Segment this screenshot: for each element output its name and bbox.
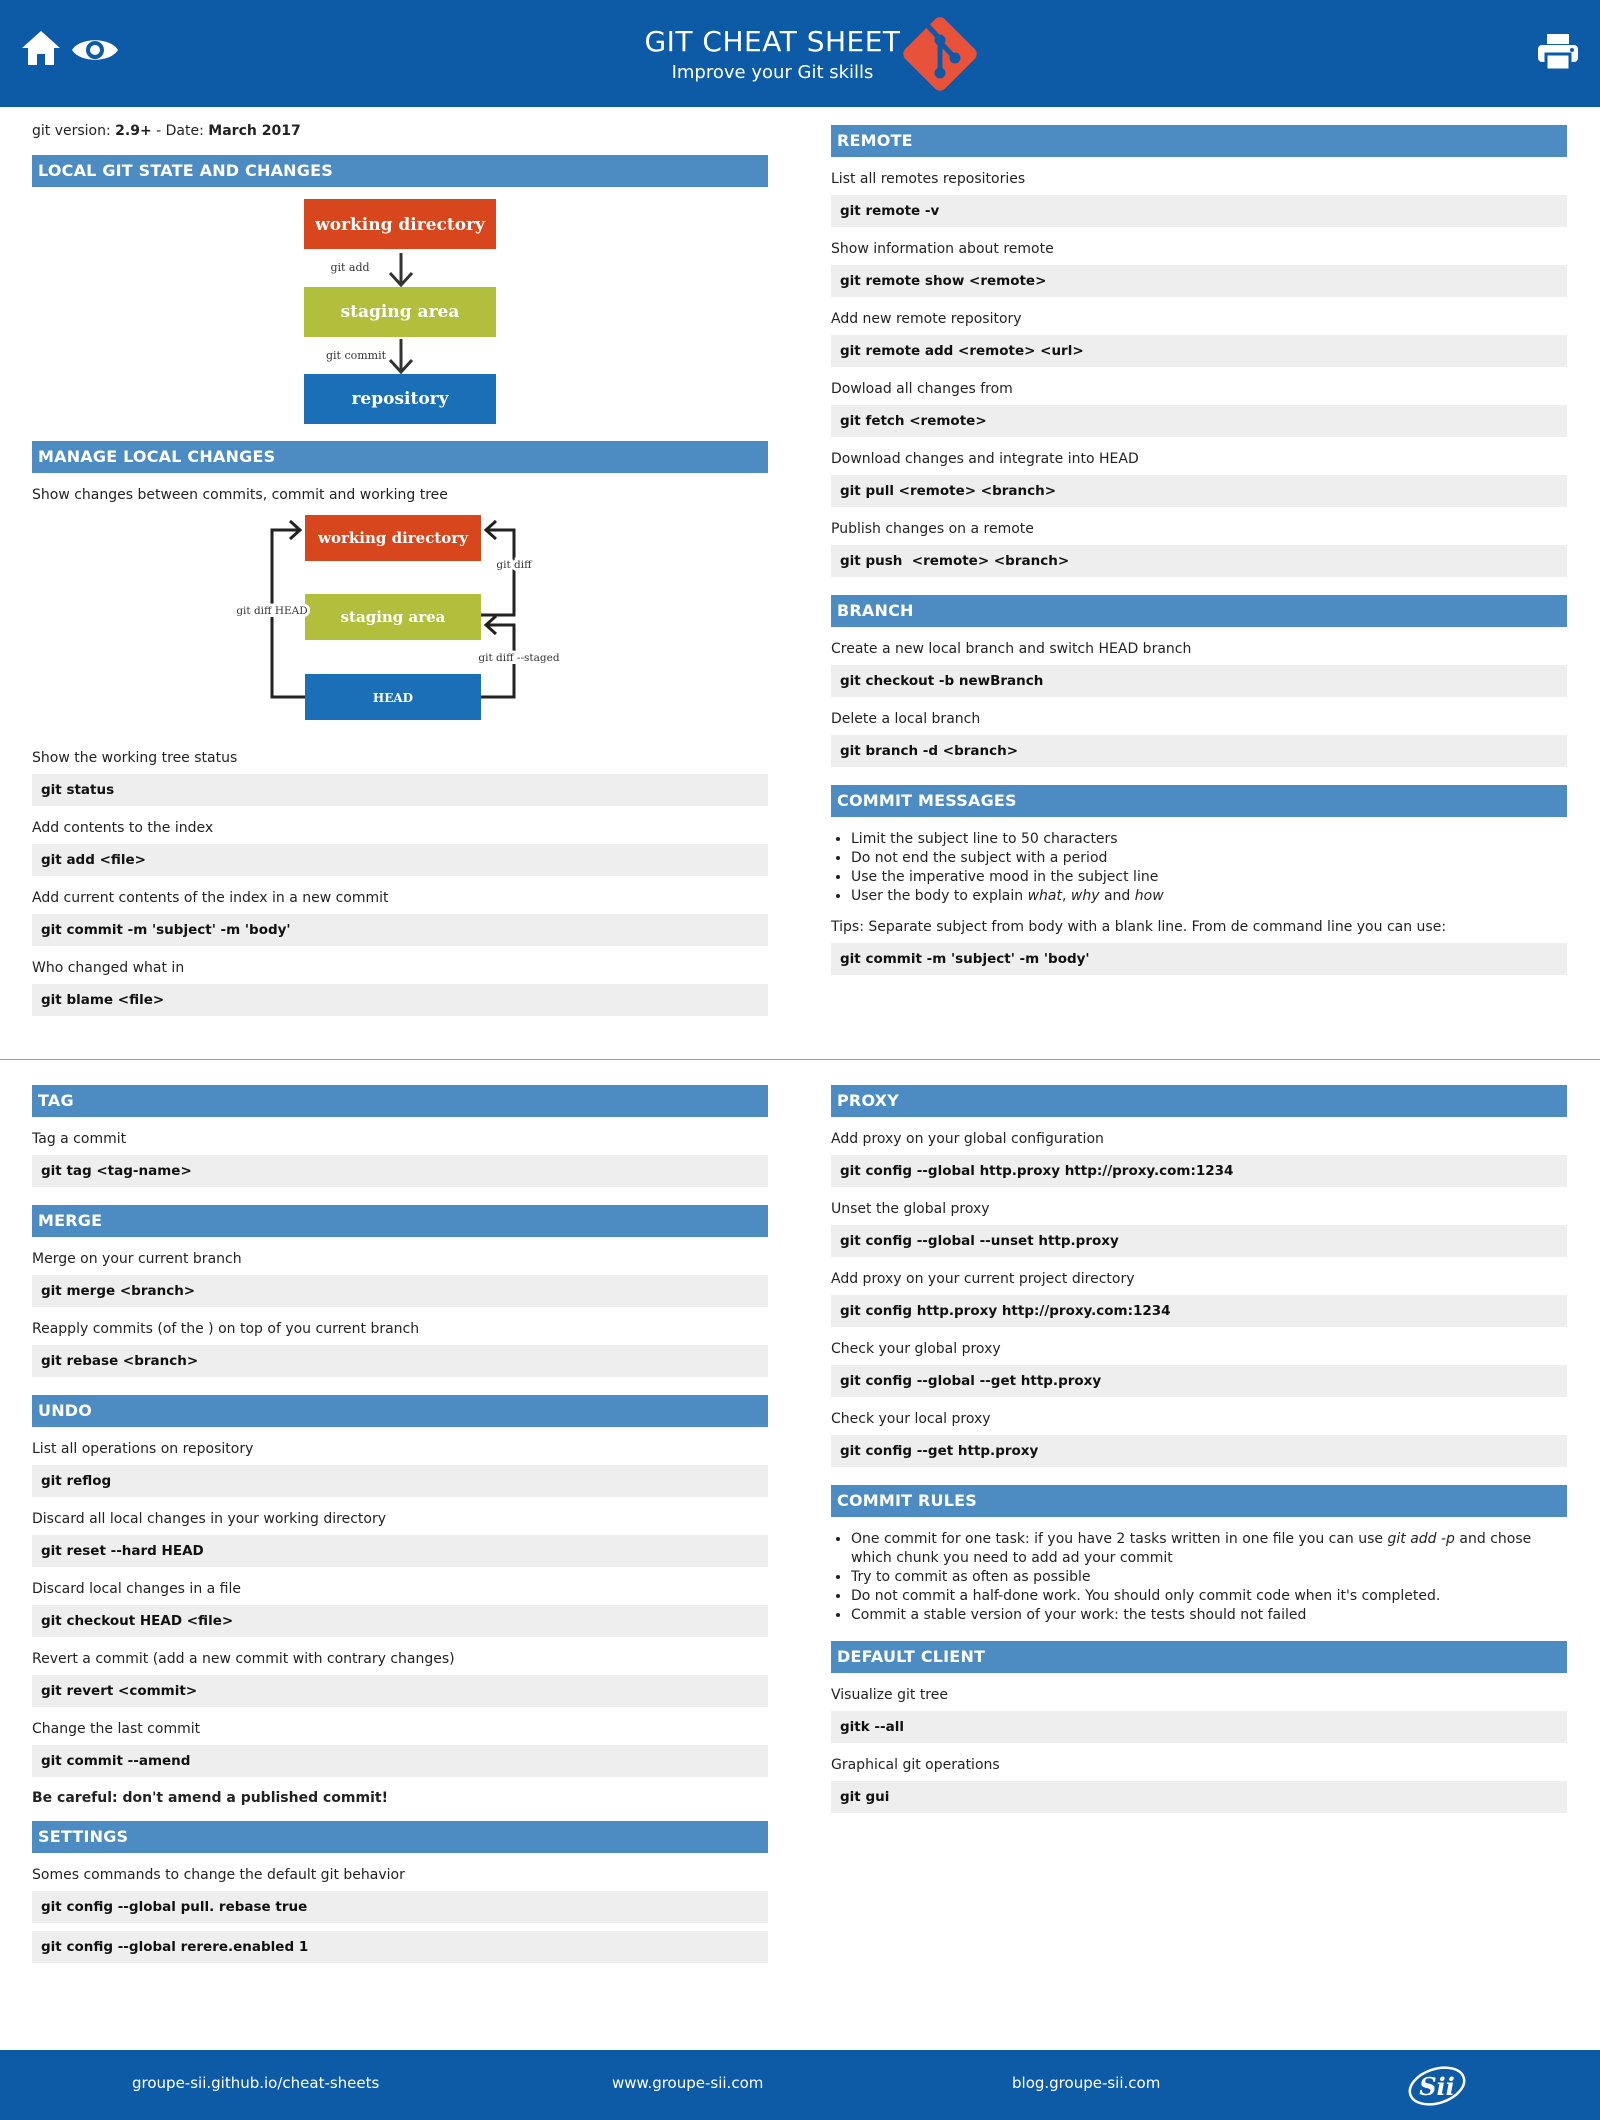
- working-directory-label: working directory: [315, 215, 485, 235]
- manage-cmd-1[interactable]: git add <file>: [32, 844, 768, 876]
- undo-cmd-0[interactable]: git reflog: [32, 1465, 768, 1497]
- list-item: • Limit the subject line to 50 characters: [851, 830, 1567, 849]
- undo-desc-3: Revert a commit (add a new commit with contrary changes): [32, 1651, 455, 1667]
- section-tag: TAG: [32, 1085, 768, 1117]
- proxy-desc-4: Check your local proxy: [831, 1411, 991, 1427]
- title-block: [0, 26, 1545, 86]
- proxy-desc-3: Check your global proxy: [831, 1341, 1001, 1357]
- commit-messages-list: [831, 830, 1567, 906]
- version-label: git version:: [32, 123, 116, 139]
- remote-desc-1: Show information about remote: [831, 241, 1054, 257]
- manage-desc-3: Who changed what in: [32, 960, 185, 976]
- remote-cmd-0[interactable]: git remote -v: [831, 195, 1567, 227]
- list-item: • Try to commit as often as possible: [851, 1568, 1567, 1587]
- undo-desc-1: Discard all local changes in your working directory: [32, 1511, 386, 1527]
- list-item: • Do not commit a half-done work. You should only commit code when it's completed.: [851, 1587, 1567, 1606]
- branch-desc-0: Create a new local branch and switch HEAD branch: [831, 641, 1192, 657]
- diff-head-label: HEAD: [372, 691, 414, 705]
- client-desc-1: Graphical git operations: [831, 1757, 1000, 1773]
- diff-working-directory-label: working directory: [318, 529, 468, 547]
- list-item: • Commit a stable version of your work: the tests should not failed: [851, 1606, 1567, 1625]
- merge-desc-0: Merge on your current branch: [32, 1251, 242, 1267]
- right-column-bottom: [831, 1085, 1567, 1813]
- git-commit-label: git commit: [325, 349, 387, 362]
- list-item: • Use the imperative mood in the subject line: [851, 868, 1567, 887]
- date-label: - Date:: [151, 123, 209, 139]
- footer-link-cheatsheets[interactable]: groupe-sii.github.io/cheat-sheets: [132, 2074, 380, 2092]
- git-diff-label: git diff: [496, 559, 532, 571]
- left-column-bottom: [32, 1085, 768, 1963]
- header-bar: [0, 0, 1600, 107]
- sii-logo-text: Sii: [1419, 2072, 1455, 2101]
- section-commit-rules: COMMIT RULES: [831, 1485, 1567, 1517]
- remote-cmd-5[interactable]: git push <remote> <branch>: [831, 545, 1567, 577]
- remote-desc-5: Publish changes on a remote: [831, 521, 1034, 537]
- section-remote: REMOTE: [831, 125, 1567, 157]
- git-logo-icon: [898, 12, 982, 100]
- remote-cmd-1[interactable]: git remote show <remote>: [831, 265, 1567, 297]
- version-info: [32, 122, 768, 140]
- footer-link-website[interactable]: www.groupe-sii.com: [612, 2074, 764, 2092]
- list-item: • One commit for one task: if you have 2 tasks written in one file you can use git add -p and chose which chunk you need to add ad your commit: [851, 1530, 1567, 1568]
- commit-messages-cmd[interactable]: git commit -m 'subject' -m 'body': [831, 943, 1567, 975]
- section-commit-messages: COMMIT MESSAGES: [831, 785, 1567, 817]
- manage-desc-0: Show the working tree status: [32, 750, 238, 766]
- proxy-cmd-2[interactable]: git config http.proxy http://proxy.com:1234: [831, 1295, 1567, 1327]
- undo-cmd-1[interactable]: git reset --hard HEAD: [32, 1535, 768, 1567]
- date-value: March 2017: [208, 123, 301, 139]
- proxy-cmd-1[interactable]: git config --global --unset http.proxy: [831, 1225, 1567, 1257]
- print-icon[interactable]: [1536, 32, 1580, 76]
- diff-diagram: [32, 506, 768, 736]
- remote-cmd-4[interactable]: git pull <remote> <branch>: [831, 475, 1567, 507]
- section-local-state: LOCAL GIT STATE AND CHANGES: [32, 155, 768, 187]
- proxy-cmd-4[interactable]: git config --get http.proxy: [831, 1435, 1567, 1467]
- sii-logo: [1405, 2062, 1469, 2112]
- page-divider: [0, 1059, 1600, 1060]
- remote-cmd-2[interactable]: git remote add <remote> <url>: [831, 335, 1567, 367]
- version-value: 2.9+: [115, 123, 152, 139]
- section-branch: BRANCH: [831, 595, 1567, 627]
- settings-desc: Somes commands to change the default git behavior: [32, 1867, 405, 1883]
- merge-desc-1: Reapply commits (of the ) on top of you current branch: [32, 1321, 420, 1337]
- client-cmd-1[interactable]: git gui: [831, 1781, 1567, 1813]
- left-column-top: [32, 122, 768, 1016]
- list-item: • User the body to explain what, why and how: [851, 887, 1567, 906]
- section-proxy: PROXY: [831, 1085, 1567, 1117]
- section-merge: MERGE: [32, 1205, 768, 1237]
- section-default-client: DEFAULT CLIENT: [831, 1641, 1567, 1673]
- manage-local-intro: Show changes between commits, commit and working tree: [32, 487, 448, 503]
- git-diff-staged-label: git diff --staged: [478, 652, 560, 664]
- right-column-top: [831, 125, 1567, 975]
- undo-desc-0: List all operations on repository: [32, 1441, 254, 1457]
- manage-desc-2: Add current contents of the index in a new commit: [32, 890, 389, 906]
- proxy-desc-1: Unset the global proxy: [831, 1201, 990, 1217]
- commit-rules-list: [831, 1530, 1567, 1625]
- manage-cmd-3[interactable]: git blame <file>: [32, 984, 768, 1016]
- client-desc-0: Visualize git tree: [831, 1687, 948, 1703]
- local-state-diagram: [32, 187, 768, 427]
- branch-cmd-1[interactable]: git branch -d <branch>: [831, 735, 1567, 767]
- proxy-desc-0: Add proxy on your global configuration: [831, 1131, 1104, 1147]
- diff-staging-area-label: staging area: [340, 608, 446, 626]
- undo-warning: Be careful: don't amend a published commit!: [32, 1790, 388, 1806]
- merge-cmd-0[interactable]: git merge <branch>: [32, 1275, 768, 1307]
- page-title: GIT CHEAT SHEET: [644, 25, 901, 58]
- page-subtitle: Improve your Git skills: [671, 62, 874, 83]
- proxy-cmd-3[interactable]: git config --global --get http.proxy: [831, 1365, 1567, 1397]
- repository-label: repository: [351, 389, 449, 409]
- footer-link-blog[interactable]: blog.groupe-sii.com: [1012, 2074, 1161, 2092]
- branch-desc-1: Delete a local branch: [831, 711, 981, 727]
- remote-desc-4: Download changes and integrate into HEAD: [831, 451, 1139, 467]
- undo-desc-4: Change the last commit: [32, 1721, 201, 1737]
- staging-area-label: staging area: [340, 302, 460, 322]
- undo-cmd-4[interactable]: git commit --amend: [32, 1745, 768, 1777]
- section-settings: SETTINGS: [32, 1821, 768, 1853]
- settings-cmd-0[interactable]: git config --global pull. rebase true: [32, 1891, 768, 1923]
- manage-cmd-0[interactable]: git status: [32, 774, 768, 806]
- proxy-desc-2: Add proxy on your current project directory: [831, 1271, 1135, 1287]
- settings-cmd-1[interactable]: git config --global rerere.enabled 1: [32, 1931, 768, 1963]
- footer-bar: [0, 2050, 1600, 2120]
- commit-tips: Tips: Separate subject from body with a blank line. From de command line you can use:: [831, 919, 1447, 935]
- client-cmd-0[interactable]: gitk --all: [831, 1711, 1567, 1743]
- undo-cmd-2[interactable]: git checkout HEAD <file>: [32, 1605, 768, 1637]
- remote-desc-3: Dowload all changes from: [831, 381, 1013, 397]
- tag-desc-0: Tag a commit: [32, 1131, 127, 1147]
- remote-desc-0: List all remotes repositories: [831, 171, 1026, 187]
- proxy-cmd-0[interactable]: git config --global http.proxy http://proxy.com:1234: [831, 1155, 1567, 1187]
- branch-cmd-0[interactable]: git checkout -b newBranch: [831, 665, 1567, 697]
- manage-desc-1: Add contents to the index: [32, 820, 214, 836]
- section-undo: UNDO: [32, 1395, 768, 1427]
- merge-cmd-1[interactable]: git rebase <branch>: [32, 1345, 768, 1377]
- undo-desc-2: Discard local changes in a file: [32, 1581, 241, 1597]
- list-item: • Do not end the subject with a period: [851, 849, 1567, 868]
- tag-cmd-0[interactable]: git tag <tag-name>: [32, 1155, 768, 1187]
- git-diff-head-label: git diff HEAD: [236, 605, 308, 617]
- section-manage-local: MANAGE LOCAL CHANGES: [32, 441, 768, 473]
- remote-desc-2: Add new remote repository: [831, 311, 1022, 327]
- manage-cmd-2[interactable]: git commit -m 'subject' -m 'body': [32, 914, 768, 946]
- git-add-label: git add: [330, 261, 370, 274]
- undo-cmd-3[interactable]: git revert <commit>: [32, 1675, 768, 1707]
- remote-cmd-3[interactable]: git fetch <remote>: [831, 405, 1567, 437]
